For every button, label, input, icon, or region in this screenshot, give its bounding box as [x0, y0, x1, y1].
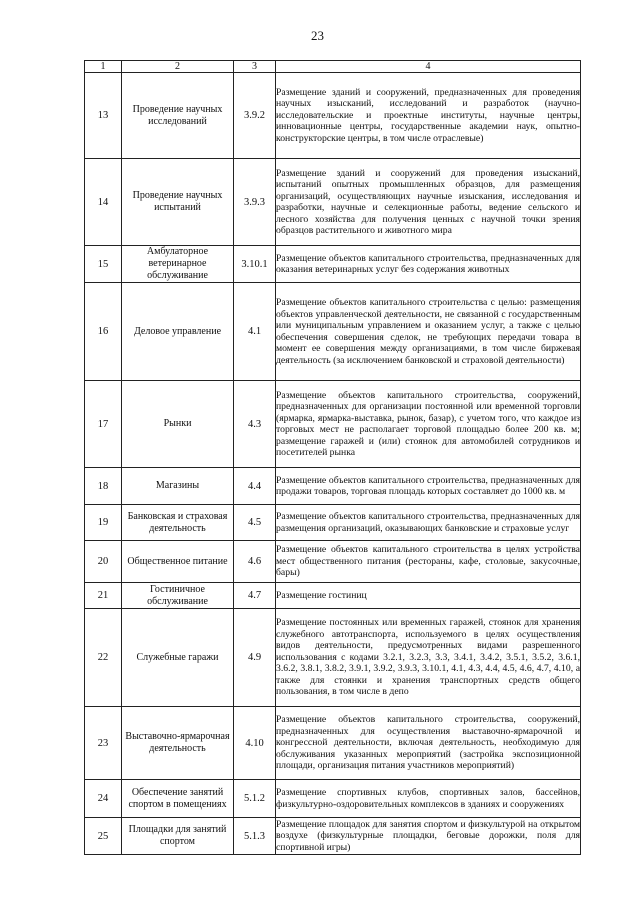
table-row: [85, 818, 581, 855]
use-type-code: 5.1.3: [234, 818, 276, 855]
use-type-description: Размещение объектов капитального строительства с целью: размещения объектов управленческой деятельности, не связанной с государственным или муниципальным управлением и оказанием услуг, а также с целью обеспечения совершения сделок, не требующих передачи товара в момент ее совершения между организациями, в том числе биржевая деятельность (за исключением банковской и страховой деятельности): [276, 283, 581, 381]
use-type-name: Площадки для занятий спортом: [122, 818, 234, 855]
table-row: [85, 246, 581, 283]
table-header-row: [85, 61, 581, 73]
row-number: 24: [85, 780, 122, 818]
use-type-code: 4.6: [234, 541, 276, 583]
row-number: 22: [85, 609, 122, 707]
use-type-code: 3.9.3: [234, 159, 276, 246]
table-row: [85, 283, 581, 381]
row-number: 25: [85, 818, 122, 855]
table-row: [85, 381, 581, 468]
use-type-code: 4.4: [234, 468, 276, 505]
table-row: [85, 609, 581, 707]
column-header-code: 3: [234, 61, 276, 73]
use-type-description: Размещение гостиниц: [276, 583, 581, 609]
use-type-description: Размещение площадок для занятия спортом и физкультурой на открытом воздухе (физкультурные площадки, беговые дорожки, поля для спортивной игры): [276, 818, 580, 853]
land-use-table: [84, 60, 581, 855]
use-type-description: Размещение объектов капитального строительства, предназначенных для оказания ветеринарных услуг без содержания животных: [276, 246, 581, 283]
table-row: [85, 468, 581, 505]
use-type-name: Магазины: [122, 468, 234, 505]
column-header-description: 4: [276, 61, 581, 73]
row-number: 14: [85, 159, 122, 246]
use-type-description: Размещение объектов капитального строительства в целях устройства мест общественного питания (рестораны, кафе, столовые, закусочные, бары): [276, 541, 581, 583]
table-row: [85, 541, 581, 583]
use-type-name: Служебные гаражи: [122, 609, 234, 707]
table-row: [85, 780, 581, 818]
use-type-name: Общественное питание: [122, 541, 234, 583]
row-number: 13: [85, 73, 122, 159]
table-row: [85, 73, 581, 159]
use-type-name: Амбулаторное ветеринарное обслуживание: [122, 246, 234, 283]
use-type-code: 4.10: [234, 707, 276, 780]
row-number: 19: [85, 505, 122, 541]
use-type-code: 4.1: [234, 283, 276, 381]
use-type-code: 5.1.2: [234, 780, 276, 818]
use-type-code: 3.9.2: [234, 73, 276, 159]
table-row: [85, 159, 581, 246]
use-type-name: Банковская и страховая деятельность: [122, 505, 234, 541]
column-header-number: 1: [85, 61, 122, 73]
table-row: [85, 583, 581, 609]
use-type-name: Проведение научных испытаний: [122, 159, 234, 246]
row-number: 17: [85, 381, 122, 468]
use-type-code: 4.7: [234, 583, 276, 609]
row-number: 20: [85, 541, 122, 583]
use-type-description: Размещение зданий и сооружений, предназначенных для проведения научных изысканий, исследований и разработок (научно-исследовательские и проектные институты, научные центры, инновационные центры, государственные академии наук, опытно-конструкторские центры, в том числе отраслевые): [276, 73, 581, 159]
use-type-description: Размещение объектов капитального строительства, предназначенных для размещения организаций, оказывающих банковские и страховые услуг: [276, 505, 581, 541]
use-type-name: Обеспечение занятий спортом в помещениях: [122, 780, 234, 818]
use-type-code: 4.5: [234, 505, 276, 541]
use-type-name: Деловое управление: [122, 283, 234, 381]
use-type-description: Размещение объектов капитального строительства, сооружений, предназначенных для организации постоянной или временной торговли (ярмарка, ярмарка-выставка, рынок, базар), с учетом того, что каждое из торговых мест не располагает торговой площадью более 200 кв. м; размещение гаражей и (или) стоянок для автомобилей сотрудников и посетителей рынка: [276, 381, 581, 468]
use-type-code: 4.3: [234, 381, 276, 468]
use-type-description: Размещение объектов капитального строительства, предназначенных для продажи товаров, торговая площадь которых составляет до 1000 кв. м: [276, 468, 581, 505]
row-number: 21: [85, 583, 122, 609]
use-type-description: Размещение зданий и сооружений для проведения изысканий, испытаний опытных промышленных образцов, для размещения организаций, осуществляющих научные изыскания, исследования и разработки, научные и селекционные работы, ведение сельского и лесного хозяйства для получения ценных с научной точки зрения образцов растительного и животного мира: [276, 159, 581, 246]
row-number: 23: [85, 707, 122, 780]
use-type-description: Размещение объектов капитального строительства, сооружений, предназначенных для осуществления выставочно-ярмарочной и конгрессной деятельности, включая деятельность, необходимую для обслуживания указанных мероприятий (застройка экспозиционной площади, организация питания участников мероприятий): [276, 707, 581, 780]
page-number: 23: [311, 28, 324, 43]
use-type-name: Выставочно-ярмарочная деятельность: [122, 707, 234, 780]
row-number: 16: [85, 283, 122, 381]
column-header-name: 2: [122, 61, 234, 73]
use-type-name: Рынки: [122, 381, 234, 468]
use-type-description: Размещение спортивных клубов, спортивных залов, бассейнов, физкультурно-оздоровительных комплексов в зданиях и сооружениях: [276, 780, 581, 818]
row-number: 18: [85, 468, 122, 505]
use-type-description: Размещение постоянных или временных гаражей, стоянок для хранения служебного автотранспорта, используемого в целях осуществления видов деятельности, предусмотренных видами разрешенного использования с кодами 3.2.1, 3.2.3, 3.3, 3.4.1, 3.4.2, 3.5.1, 3.5.2, 3.6.1, 3.6.2, 3.8.1, 3.8.2, 3.9.1, 3.9.2, 3.9.3, 3.10.1, 4.1, 4.3, 4.4, 4.5, 4.6, 4.7, 4.10, а также для стоянки и хранения транспортных средств общего пользования, в том числе в депо: [276, 609, 581, 707]
table-row: [85, 505, 581, 541]
use-type-name: Гостиничное обслуживание: [122, 583, 234, 609]
row-number: 15: [85, 246, 122, 283]
use-type-code: 3.10.1: [234, 246, 276, 283]
use-type-code: 4.9: [234, 609, 276, 707]
table-row: [85, 707, 581, 780]
use-type-name: Проведение научных исследований: [122, 73, 234, 159]
